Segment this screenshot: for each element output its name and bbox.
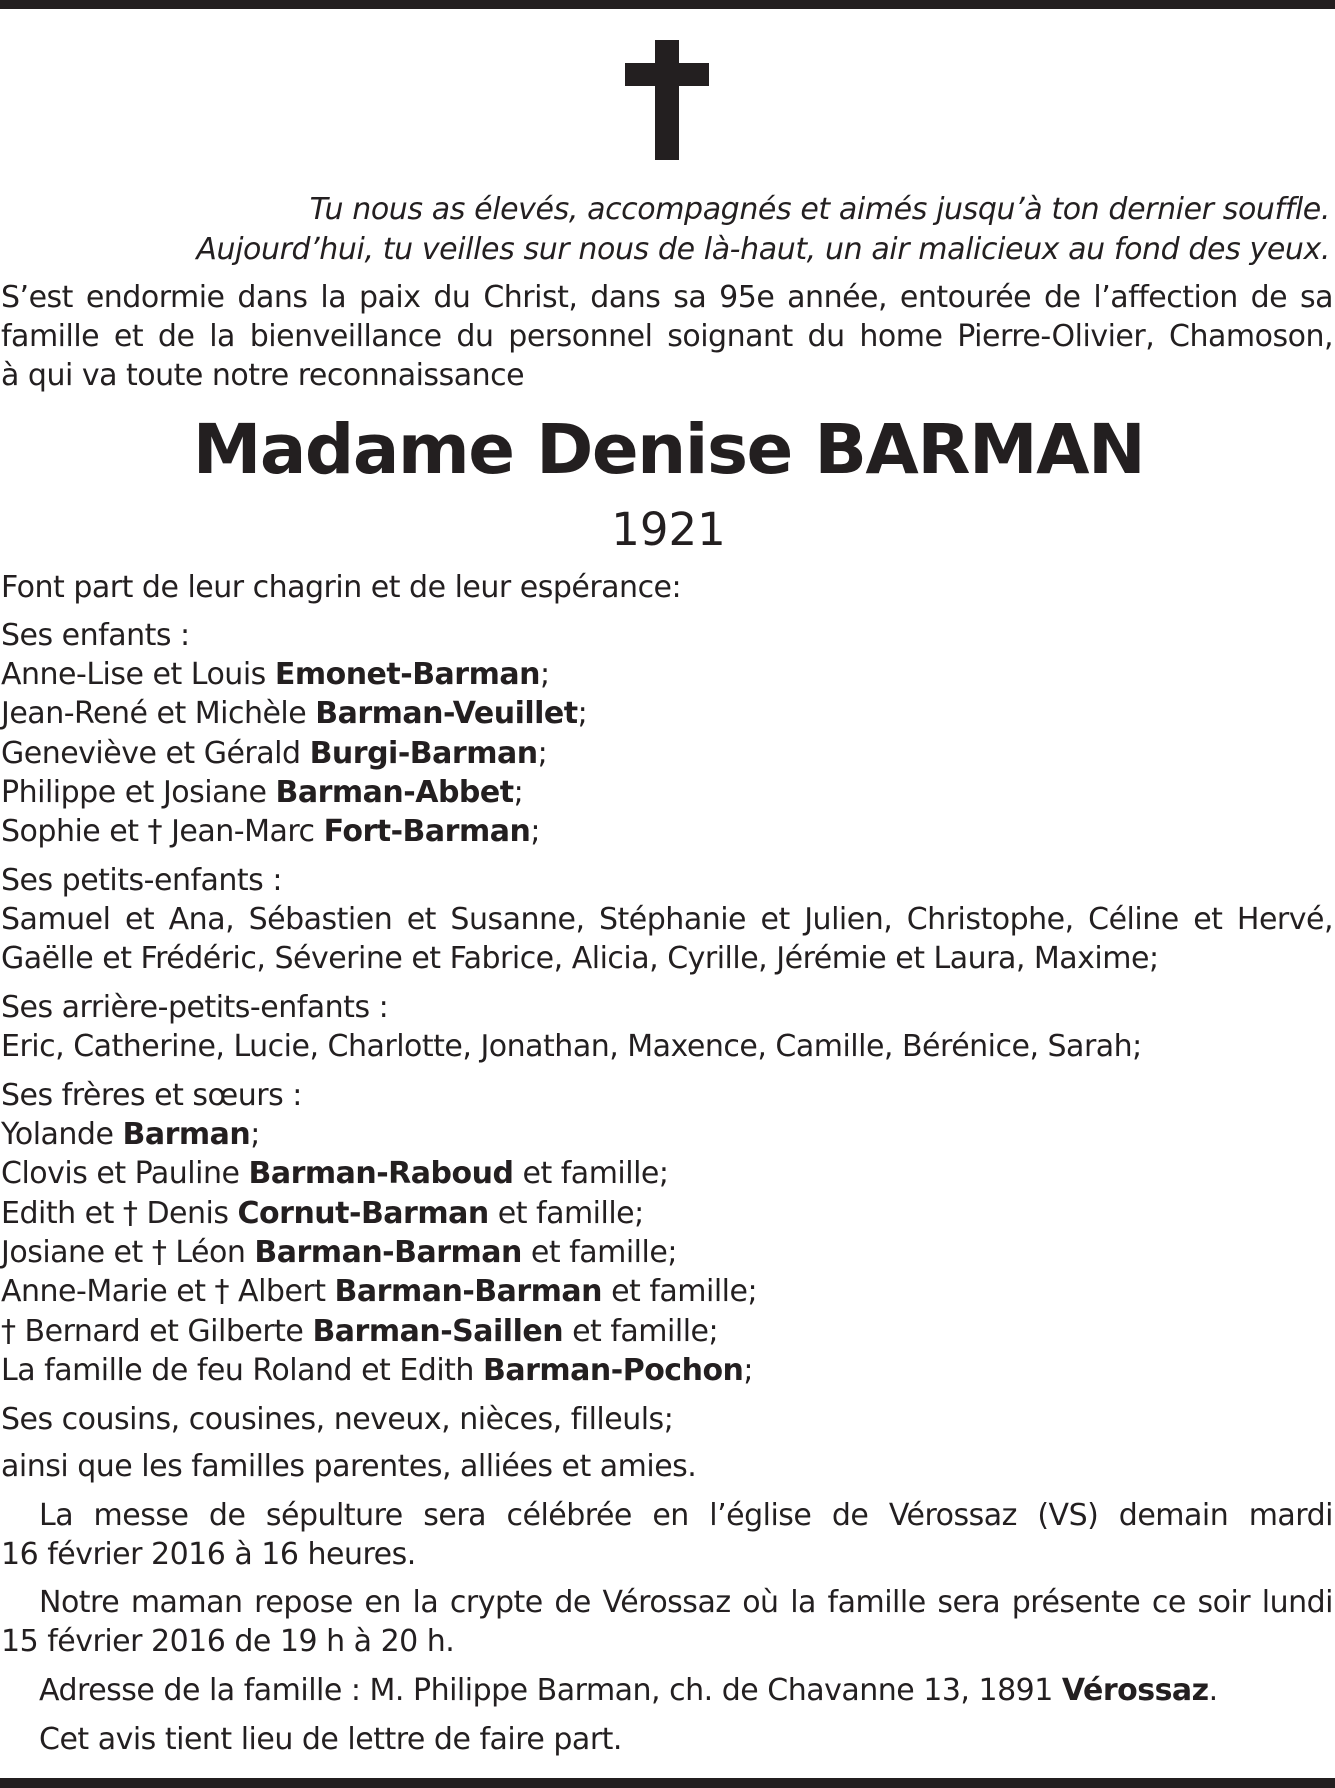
list-item: Josiane et † Léon Barman-Barman et famille;	[1, 1235, 677, 1270]
grandchildren-heading: Ses petits-enfants :	[1, 863, 282, 898]
families-line: ainsi que les familles parentes, alliées et amies.	[1, 1449, 697, 1484]
list-item: † Bernard et Gilberte Barman-Saillen et famille;	[1, 1314, 719, 1349]
birth-year: 1921	[611, 503, 726, 556]
grandchildren-line-1: Samuel et Ana, Sébastien et Susanne, Stéphanie et Julien, Christophe, Céline et Hervé,	[1, 902, 1333, 937]
closing-line: Cet avis tient lieu de lettre de faire part.	[39, 1722, 622, 1757]
family-address: Adresse de la famille : M. Philippe Barman, ch. de Chavanne 13, 1891 Vérossaz.	[39, 1673, 1218, 1708]
list-item: La famille de feu Roland et Edith Barman-Pochon;	[1, 1353, 754, 1388]
list-item: Jean-René et Michèle Barman-Veuillet;	[1, 696, 588, 731]
children-heading: Ses enfants :	[1, 618, 190, 653]
top-rule	[0, 0, 1335, 9]
intro-line-2: famille et de la bienveillance du personnel soignant du home Pierre-Olivier, Chamoson,	[1, 319, 1333, 354]
intro-line-1: S’est endormie dans la paix du Christ, dans sa 95e année, entourée de l’affection de sa	[1, 280, 1333, 315]
siblings-heading: Ses frères et sœurs :	[1, 1078, 302, 1113]
list-item: Philippe et Josiane Barman-Abbet;	[1, 775, 524, 810]
rest-line-1: Notre maman repose en la crypte de Vérossaz où la famille sera présente ce soir lundi	[39, 1585, 1333, 1620]
list-item: Sophie et † Jean-Marc Fort-Barman;	[1, 814, 540, 849]
quote-line-2: Aujourd’hui, tu veilles sur nous de là-haut, un air malicieux au fond des yeux.	[196, 232, 1330, 267]
mass-line-1: La messe de sépulture sera célébrée en l’église de Vérossaz (VS) demain mardi	[39, 1498, 1333, 1533]
deceased-name: Madame Denise BARMAN	[192, 410, 1145, 490]
list-item: Geneviève et Gérald Burgi-Barman;	[1, 736, 548, 771]
cousins-line: Ses cousins, cousines, neveux, nièces, filleuls;	[1, 1402, 674, 1437]
mass-line-2: 16 février 2016 à 16 heures.	[1, 1537, 416, 1572]
list-item: Anne-Marie et † Albert Barman-Barman et famille;	[1, 1274, 758, 1309]
great-grandchildren-line: Eric, Catherine, Lucie, Charlotte, Jonathan, Maxence, Camille, Bérénice, Sarah;	[1, 1029, 1142, 1064]
great-grandchildren-heading: Ses arrière-petits-enfants :	[1, 990, 389, 1025]
grandchildren-line-2: Gaëlle et Frédéric, Séverine et Fabrice, Alicia, Cyrille, Jérémie et Laura, Maxime;	[1, 941, 1159, 976]
bottom-rule	[0, 1778, 1335, 1788]
intro-line-3: à qui va toute notre reconnaissance	[1, 358, 525, 393]
announcement: Font part de leur chagrin et de leur espérance:	[1, 570, 682, 605]
list-item: Edith et † Denis Cornut-Barman et famille;	[1, 1196, 644, 1231]
cross-icon	[625, 40, 709, 160]
list-item: Clovis et Pauline Barman-Raboud et famille;	[1, 1156, 669, 1191]
rest-line-2: 15 février 2016 de 19 h à 20 h.	[1, 1624, 455, 1659]
list-item: Anne-Lise et Louis Emonet-Barman;	[1, 657, 550, 692]
quote-line-1: Tu nous as élevés, accompagnés et aimés jusqu’à ton dernier souffle.	[309, 192, 1330, 227]
list-item: Yolande Barman;	[1, 1117, 260, 1152]
